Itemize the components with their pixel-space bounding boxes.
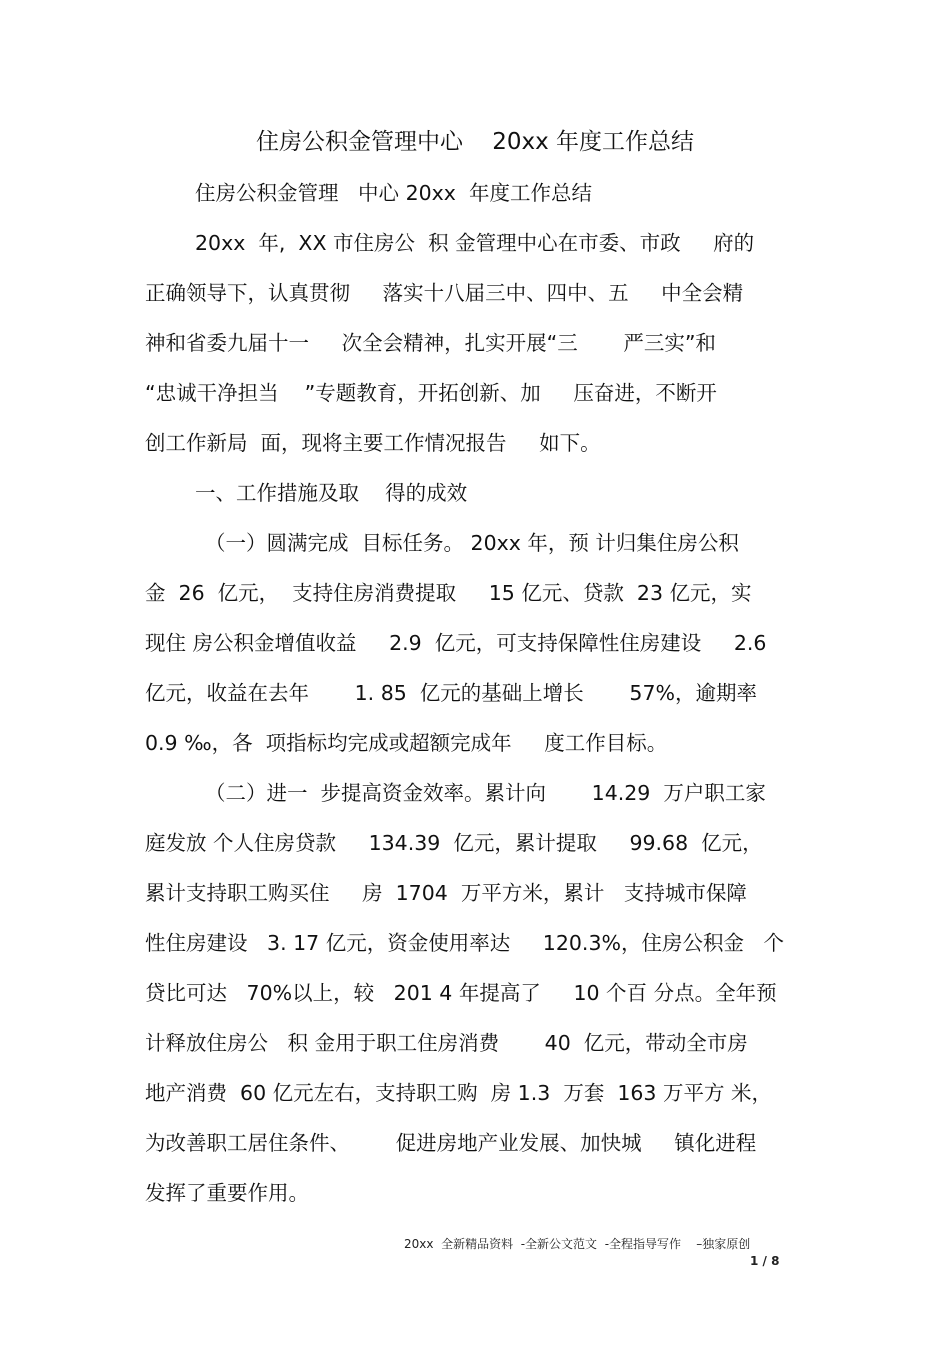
paragraph-line: （一）圆满完成 目标任务。 20xx 年，预 计归集住房公积 — [205, 531, 739, 555]
paragraph-line: 神和省委九届十一 次全会精神，扎实开展“三 严三实”和 — [145, 331, 716, 355]
paragraph-line: “忠诚干净担当 ”专题教育，开拓创新、加 压奋进，不断开 — [145, 381, 717, 405]
paragraph-line: 现住 房公积金增值收益 2.9 亿元，可支持保障性住房建设 2.6 — [145, 631, 767, 655]
paragraph-line: （二）进一 步提高资金效率。累计向 14.29 万户职工家 — [205, 781, 766, 805]
paragraph-line: 贷比可达 70%以上，较 201 4 年提高了 10 个百 分点。全年预 — [145, 981, 777, 1005]
paragraph-line: 为改善职工居住条件、 促进房地产业发展、加快城 镇化进程 — [145, 1131, 757, 1155]
document-title: 住房公积金管理中心 20xx 年度工作总结 — [255, 129, 695, 155]
document-subtitle: 住房公积金管理 中心 20xx 年度工作总结 — [195, 181, 592, 205]
section-heading: 一、工作措施及取 得的成效 — [195, 481, 468, 505]
paragraph-line: 亿元，收益在去年 1. 85 亿元的基础上增长 57%，逾期率 — [145, 681, 757, 705]
page-number: 1 / 8 — [750, 1254, 780, 1268]
paragraph-line: 正确领导下，认真贯彻 落实十八届三中、四中、五 中全会精 — [145, 281, 744, 305]
paragraph-line: 创工作新局 面，现将主要工作情况报告 如下。 — [145, 431, 601, 455]
paragraph-line: 20xx 年, XX 市住房公 积 金管理中心在市委、市政 府的 — [195, 231, 755, 255]
paragraph-line: 金 26 亿元， 支持住房消费提取 15 亿元、贷款 23 亿元，实 — [145, 581, 752, 605]
paragraph-line: 0.9 ‰，各 项指标均完成或超额完成年 度工作目标。 — [145, 731, 668, 755]
paragraph-line: 性住房建设 3. 17 亿元，资金使用率达 120.3%，住房公积金 个 — [145, 931, 785, 955]
paragraph-line: 发挥了重要作用。 — [145, 1181, 309, 1205]
paragraph-line: 地产消费 60 亿元左右，支持职工购 房 1.3 万套 163 万平方 米， — [145, 1081, 773, 1105]
paragraph-line: 累计支持职工购买住 房 1704 万平方米，累计 支持城市保障 — [145, 881, 747, 905]
page-footer: 20xx 全新精品资料 -全新公文范文 -全程指导写作 –独家原创 — [404, 1237, 751, 1251]
paragraph-line: 庭发放 个人住房贷款 134.39 亿元，累计提取 99.68 亿元， — [145, 831, 763, 855]
paragraph-line: 计释放住房公 积 金用于职工住房消费 40 亿元，带动全市房 — [145, 1031, 748, 1055]
